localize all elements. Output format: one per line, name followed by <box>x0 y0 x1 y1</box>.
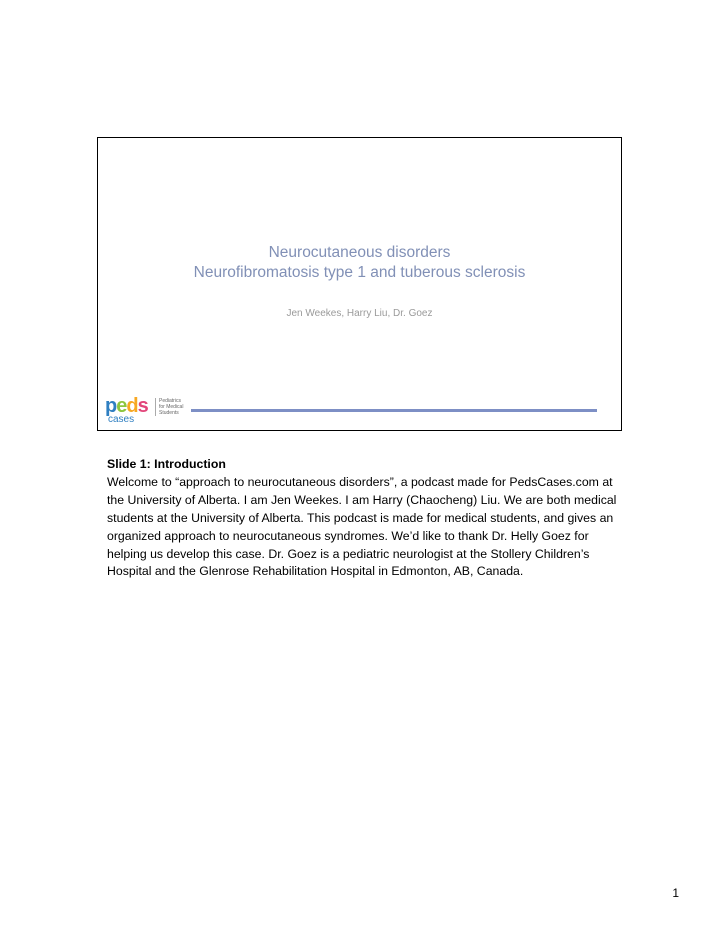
notes-heading: Slide 1: Introduction <box>107 457 226 471</box>
logo-letter-d: d <box>126 395 138 417</box>
logo-cases-text: cases <box>108 414 135 425</box>
pedscases-logo <box>105 396 183 428</box>
logo-letter-s: s <box>137 395 148 417</box>
logo-tagline <box>155 398 189 416</box>
notes-body: Welcome to “approach to neurocutaneous disorders”, a podcast made for PedsCases.com at the University of Alberta. I am Jen Weekes. I am Harry (Chaocheng) Liu. We are both medical students at the University of Alberta. This podcast is made for medical students, and gives an organized approach to neurocutaneous syndromes. We’d like to thank Dr. Helly Goez for helping us develop this case. Dr. Goez is a pediatric neurologist at the Stollery Children’s Hospital and the Glenrose Rehabilitation Hospital in Edmonton, AB, Canada. <box>107 474 617 579</box>
logo-tagline-line-1: Pediatrics <box>159 398 181 404</box>
slide-authors: Jen Weekes, Harry Liu, Dr. Goez <box>286 308 433 319</box>
speaker-notes <box>107 456 627 581</box>
slide-thumbnail <box>97 137 622 431</box>
logo-letter-p: p <box>105 395 117 417</box>
logo-wordmark <box>105 396 148 416</box>
slide-accent-bar <box>191 409 597 412</box>
logo-tagline-line-3: Students <box>159 410 179 416</box>
page-number: 1 <box>672 886 679 900</box>
slide-title <box>98 243 621 283</box>
logo-tagline-line-2: for Medical <box>159 404 184 410</box>
slide-title-line-1: Neurocutaneous disorders <box>268 244 451 261</box>
logo-letter-e: e <box>116 395 127 417</box>
slide-title-line-2: Neurofibromatosis type 1 and tuberous sclerosis <box>193 264 526 281</box>
